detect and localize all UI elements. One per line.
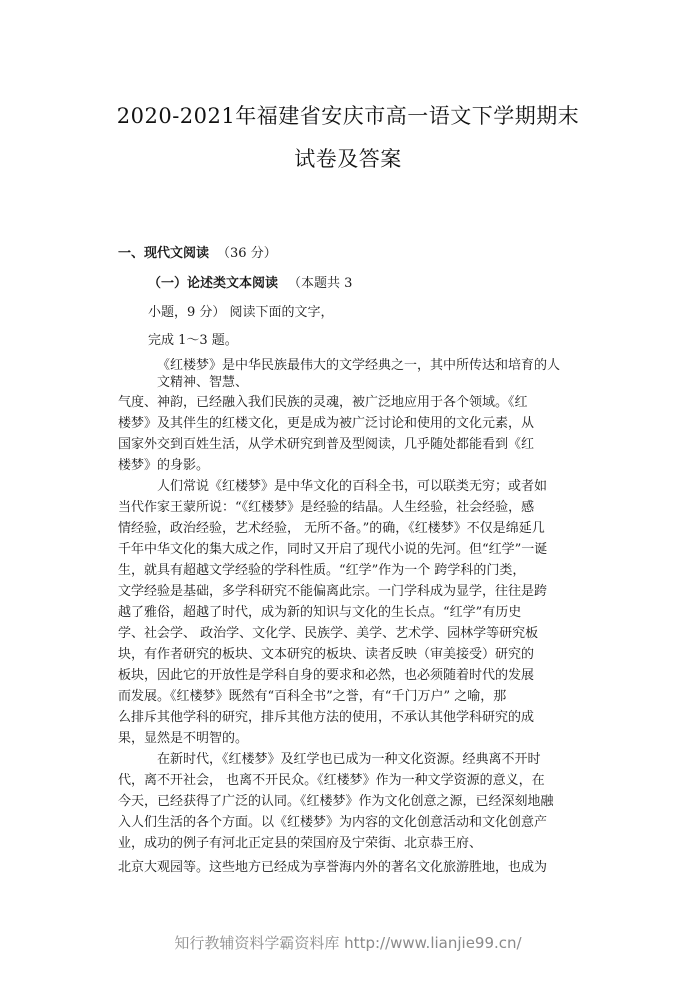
body-line: 生，就具有超越文学经验的学科性质。“红学”作为一个 跨学科的门类， xyxy=(118,563,526,578)
subsection-heading xyxy=(148,276,352,292)
body-line: 而发展。《红楼梦》既然有“百科全书”之誉，有“千门万户” 之喻，那 xyxy=(118,689,507,704)
body-line: 学、社会学、 政治学、文化学、民族学、美学、艺术学、园林学等研究板 xyxy=(118,626,539,641)
body-line: 《红楼梦》是中华民族最伟大的文学经典之一，其中所传达和培育的人 xyxy=(157,358,561,373)
body-line: 国家外交到百姓生活，从学术研究到普及型阅读，几乎随处都能看到《红 xyxy=(118,437,535,452)
body-line: 文精神、智慧、 xyxy=(157,375,249,390)
body-line: 入人们生活的各个方面。以《红楼梦》为内容的文化创意活动和文化创意产 xyxy=(118,815,548,830)
body-line: 么排斥其他学科的研究，排斥其他方法的使用，不承认其他学科研究的成 xyxy=(118,710,535,725)
document-title-line1: 2020-2021年福建省安庆市高一语文下学期期末 xyxy=(116,104,580,128)
body-line: 板块，因此它的开放性是学科自身的要求和必然，也必须随着时代的发展 xyxy=(118,668,535,683)
body-line: 果，显然是不明智的。 xyxy=(118,731,249,746)
body-line: 今天，已经获得了广泛的认同。《红楼梦》作为文化创意之源，已经深刻地融 xyxy=(118,794,554,809)
body-line: 文学经验是基础，多学科研究不能偏离此宗。一门学科成为显学，往往是跨 xyxy=(118,584,548,599)
body-line: 越了雅俗，超越了时代，成为新的知识与文化的生长点。“红学”有历史 xyxy=(118,605,522,620)
body-line: 当代作家王蒙所说：“《红楼梦》是经验的结晶。人生经验，社会经验，感 xyxy=(118,500,535,515)
section-score: （36 分） xyxy=(217,246,277,261)
body-line: 块，有作者研究的板块、文本研究的板块、读者反映（审美接受）研究的 xyxy=(118,647,535,662)
body-line: 千年中华文化的集大成之作，同时又开启了现代小说的先河。但“红学”一诞 xyxy=(118,542,548,557)
subsection-note: （本题共 3 xyxy=(288,276,353,291)
section-heading xyxy=(118,246,277,262)
body-line: 情经验，政治经验，艺术经验， 无所不备。”的确，《红楼梦》不仅是绵延几 xyxy=(118,521,545,536)
body-line: 楼梦》的身影。 xyxy=(118,458,210,473)
body-line: 业，成功的例子有河北正定县的荣国府及宁荣街、北京恭王府、 xyxy=(118,836,483,851)
footer-watermark: 知行教辅资料学霸资料库 http://www.lianjie99.cn/ xyxy=(174,934,522,952)
document-title-line2: 试卷及答案 xyxy=(294,147,402,171)
body-line: 代，离不开社会， 也离不开民众。《红楼梦》作为一种文学资源的意义，在 xyxy=(118,773,545,788)
subsection-line-2: 小题，9 分） 阅读下面的文字， xyxy=(148,305,334,320)
body-line: 人们常说《红楼梦》是中华文化的百科全书，可以联类无穷；或者如 xyxy=(157,479,548,494)
body-line: 楼梦》及其伴生的红楼文化，更是成为被广泛讨论和使用的文化元素，从 xyxy=(118,416,535,431)
body-line: 北京大观园等。这些地方已经成为享誉海内外的著名文化旅游胜地，也成为 xyxy=(118,860,548,875)
subsection-line-3: 完成 1～3 题。 xyxy=(148,333,238,348)
body-line: 气度、神韵，已经融入我们民族的灵魂，被广泛地应用于各个领域。《红 xyxy=(118,395,528,410)
subsection-heading-text: （一）论述类文本阅读 xyxy=(148,276,279,291)
section-heading-text: 一、现代文阅读 xyxy=(118,246,210,261)
body-line: 在新时代，《红楼梦》及红学也已成为一种文化资源。经典离不开时 xyxy=(157,752,541,767)
